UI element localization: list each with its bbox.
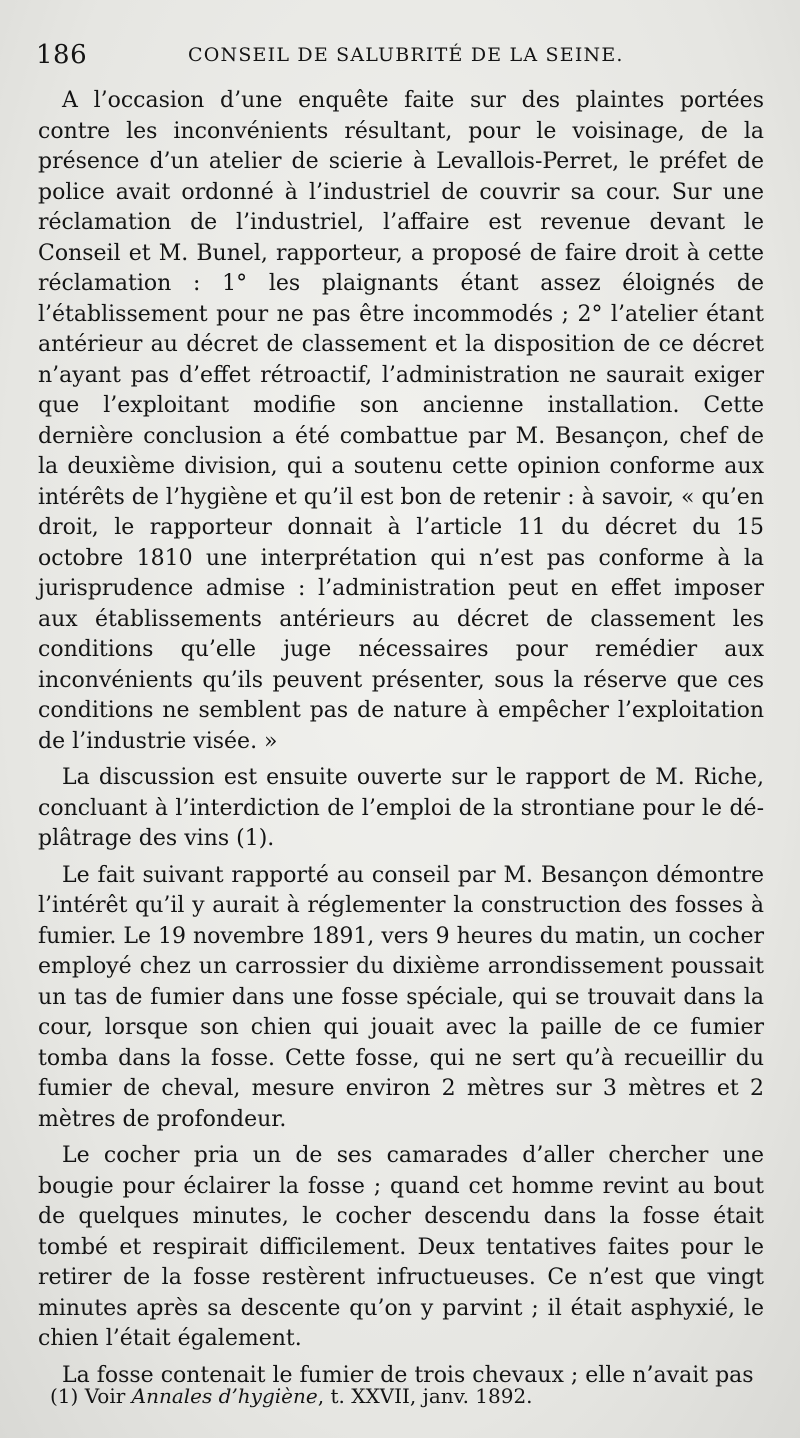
paragraph-strontiane: La discussion est ensuite ouverte sur le rapport de M. Riche, concluant à l’interdiction de l’emploi de la strontiane pour le déplâtrage des vins (1). bbox=[38, 765, 764, 851]
page-number: 186 bbox=[36, 40, 88, 70]
footnote-journal-title: Annales d’hygiène bbox=[131, 1384, 318, 1408]
footnote-reference: , t. XXVII, janv. 1892. bbox=[317, 1384, 533, 1408]
paragraph-fosses-fumier: Le fait suivant rapporté au conseil par M. Besançon démontre l’intérêt qu’il y aurait à réglementer la construction des fosses à fumier. Le 19 novembre 1891, vers 9 heures du matin, un cocher employé chez un carrossier du dixième arrondissement poussait un tas de fumier dans une fosse spéciale, qui se trouvait dans la cour, lorsque son chien qui jouait avec la paille de ce fumier tomba dans la fosse. Cette fosse, qui ne sert qu’à recueillir du fumier de cheval, mesure environ 2 mètres sur 3 mètres et 2 mètres de profondeur. bbox=[38, 862, 764, 1132]
footnote-marker: (1) Voir bbox=[50, 1384, 126, 1408]
body-text bbox=[38, 86, 764, 1397]
paragraph-cocher: Le cocher pria un de ses camarades d’aller chercher une bougie pour éclairer la fosse ; quand cet homme revint au bout de quelques minutes, le cocher descendu dans la fosse était tombé et respirait difficilement. Deux tentatives faites pour le retirer de la fosse restèrent infructueuses. Ce n’est que vingt minutes après sa descente qu’on y parvint ; il était asphyxié, le chien l’était également. bbox=[38, 1143, 764, 1351]
paragraph-fosse-contenait: La fosse contenait le fumier de trois chevaux ; elle n’avait pas bbox=[62, 1362, 754, 1388]
footnote bbox=[50, 1383, 764, 1409]
page-header bbox=[36, 40, 768, 74]
running-title: CONSEIL DE SALUBRITÉ DE LA SEINE. bbox=[188, 44, 624, 66]
paragraph-enquete-scierie: A l’occasion d’une enquête faite sur des plaintes portées contre les inconvénients résultant, pour le voisinage, de la présence d’un atelier de scierie à Levallois-Perret, le préfet de police avait ordonné à l’industriel de couvrir sa cour. Sur une réclamation de l’industriel, l’affaire est revenue devant le Conseil et M. Bunel, rapporteur, a proposé de faire droit à cette réclamation : 1° les plaignants étant assez éloignés de l’établissement pour ne pas être incommodés ; 2° l’atelier étant antérieur au décret de classement et la disposition de ce décret n’ayant pas d’effet rétroactif, l’administration ne saurait exiger que l’exploitant modifie son ancienne installation. Cette dernière conclusion a été combattue par M. Besançon, chef de la deuxième division, qui a soutenu cette opinion conforme aux intérêts de l’hygiène et qu’il est bon de retenir : à savoir, « qu’en droit, le rapporteur donnait à l’article 11 du décret du 15 octobre 1810 une interprétation qui n’est pas conforme à la jurisprudence admise : l’administration peut en effet imposer aux établissements antérieurs au décret de classement les conditions qu’elle juge nécessaires pour remédier aux inconvénients qu’ils peuvent présenter, sous la réserve que ces conditions ne semblent pas de nature à empêcher l’exploitation de l’industrie visée. » bbox=[38, 88, 764, 754]
